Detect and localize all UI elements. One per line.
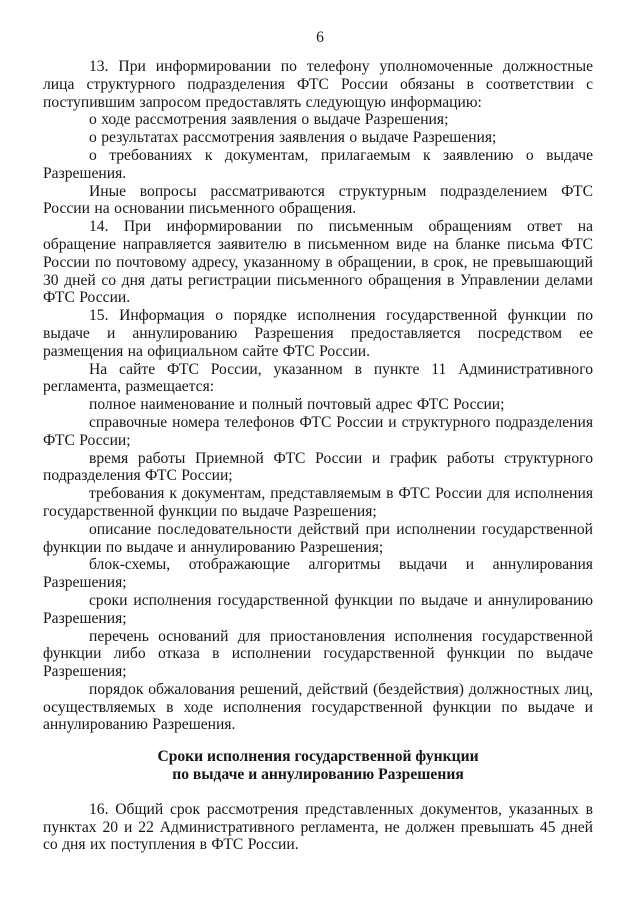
paragraph: блок-схемы, отображающие алгоритмы выдачи и аннулирования Разрешения; — [43, 556, 593, 592]
paragraph: порядок обжалования решений, действий (бездействия) должностных лиц, осуществляемых в ходе исполнения государственной функции по выдаче и аннулированию Разрешения. — [43, 680, 593, 734]
section-heading-line-2: по выдаче и аннулированию Разрешения — [172, 766, 464, 784]
paragraph: 13. При информировании по телефону уполномоченные должностные лица структурного подразделения ФТС России обязаны в соответствии с поступившим запросом предоставлять следующую информацию: — [43, 58, 593, 111]
paragraph: сроки исполнения государственной функции по выдаче и аннулированию Разрешения; — [43, 591, 593, 627]
paragraph: полное наименование и полный почтовый адрес ФТС России; — [89, 396, 505, 414]
paragraph: справочные номера телефонов ФТС России и структурного подразделения ФТС России; — [43, 413, 593, 449]
paragraph: Иные вопросы рассматриваются структурным подразделением ФТС России на основании письменного обращения. — [43, 182, 593, 218]
paragraph: 15. Информация о порядке исполнения государственной функции по выдаче и аннулированию Разрешения предоставляется посредством ее размещения на официальном сайте ФТС России. — [43, 307, 593, 360]
paragraph: перечень оснований для приостановления исполнения государственной функции либо отказа в исполнении государственной функции по выдаче Разрешения; — [43, 627, 593, 681]
section-heading-line-1: Сроки исполнения государственной функции — [157, 748, 479, 766]
paragraph: 14. При информировании по письменным обращениям ответ на обращение направляется заявителю в письменном виде на бланке письма ФТС России по почтовому адресу, указанному в обращении, в срок, не превышающий 30 дней со дня даты регистрации письменного обращения в Управлении делами ФТС России. — [43, 218, 593, 307]
paragraph: описание последовательности действий при исполнении государственной функции по выдаче и аннулированию Разрешения; — [43, 520, 593, 556]
page-number: 6 — [316, 29, 324, 46]
paragraph: время работы Приемной ФТС России и график работы структурного подразделения ФТС России; — [43, 449, 593, 485]
section-heading — [43, 748, 593, 784]
paragraph: На сайте ФТС России, указанном в пункте 11 Административного регламента, размещается: — [43, 360, 593, 396]
paragraph: о требованиях к документам, прилагаемым к заявлению о выдаче Разрешения. — [43, 146, 593, 182]
document-body — [43, 58, 593, 854]
paragraph: требования к документам, представляемым в ФТС России для исполнения государственной функции по выдаче Разрешения; — [43, 485, 593, 520]
paragraph: о результатах рассмотрения заявления о выдаче Разрешения; — [89, 129, 497, 147]
paragraph: о ходе рассмотрения заявления о выдаче Разрешения; — [89, 111, 449, 129]
paragraph: 16. Общий срок рассмотрения представленных документов, указанных в пунктах 20 и 22 Административного регламента, не должен превышать 45 дней со дня их поступления в ФТС России. — [43, 800, 593, 854]
